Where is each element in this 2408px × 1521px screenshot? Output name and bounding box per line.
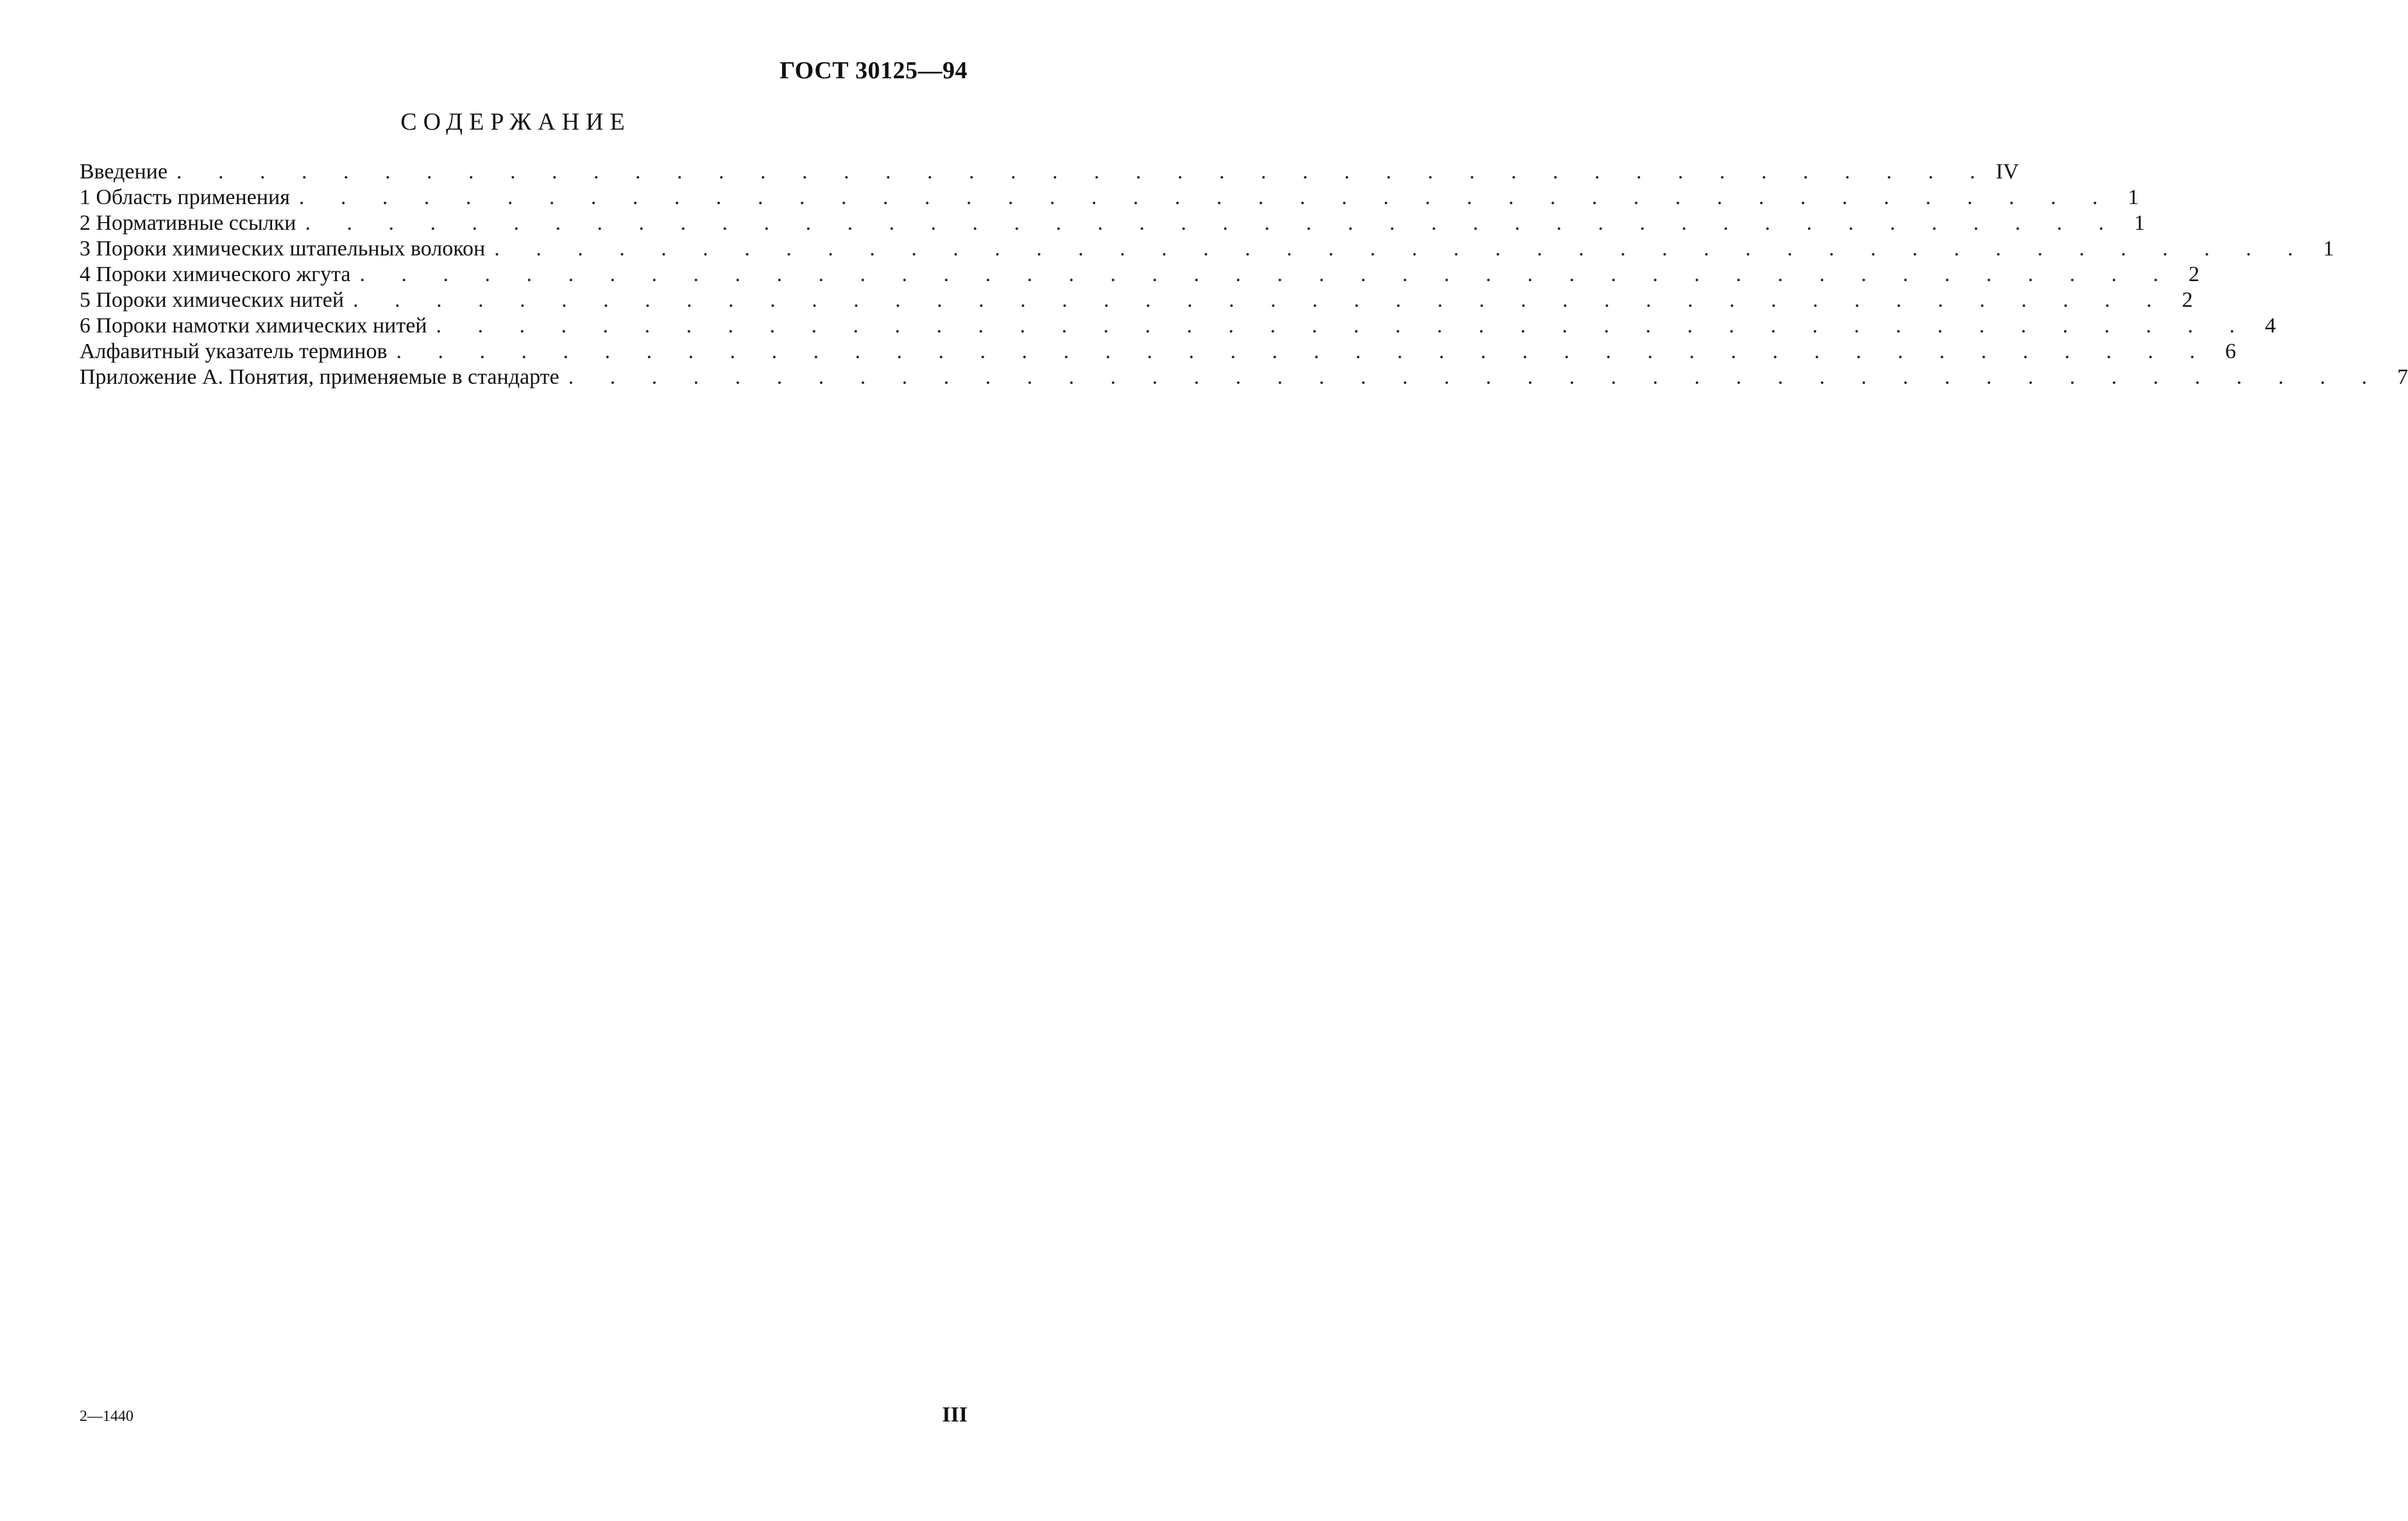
toc-entry-label: 3 Пороки химических штапельных волокон xyxy=(80,237,486,261)
toc-leader-dots: . . . . . . . . . . . . . . . . . . . . . . . . . . . . . . . . . . . . . . . . . . . . xyxy=(494,237,2309,261)
toc-entry-page: 1 xyxy=(2133,211,2145,235)
toc-entry-page: 2 xyxy=(2182,288,2193,312)
toc-leader-dots: . . . . . . . . . . . . . . . . . . . . . . . . . . . . . . . . . . . . . . . . . . . . xyxy=(176,160,1991,184)
toc-leader-dots: . . . . . . . . . . . . . . . . . . . . . . . . . . . . . . . . . . . . . . . . . . . . xyxy=(568,365,2383,389)
toc-entry-introduction xyxy=(80,159,2019,185)
toc-entry-yarn-defects xyxy=(80,288,2193,313)
toc-entry-page: IV xyxy=(1995,160,2019,184)
toc-entry-appendix-a xyxy=(80,365,2408,390)
page-number: III xyxy=(942,1403,968,1427)
toc-entry-normative-references xyxy=(80,211,2145,236)
toc-entry-label: 2 Нормативные ссылки xyxy=(80,211,296,235)
toc-leader-dots: . . . . . . . . . . . . . . . . . . . . . . . . . . . . . . . . . . . . . . . . . . . . xyxy=(305,211,2119,235)
toc-entry-label: 1 Область применения xyxy=(80,185,290,209)
toc-title: СОДЕРЖАНИЕ xyxy=(400,108,631,135)
toc-entry-staple-fiber-defects xyxy=(80,236,2334,262)
toc-entry-winding-defects xyxy=(80,313,2276,339)
toc-entry-label: Алфавитный указатель терминов xyxy=(80,339,388,363)
toc-entry-page: 6 xyxy=(2225,339,2237,363)
sheet-code: 2—1440 xyxy=(80,1408,133,1425)
toc-entry-page: 1 xyxy=(2128,185,2139,209)
toc-entry-label: 5 Пороки химических нитей xyxy=(80,288,345,312)
document-code: ГОСТ 30125—94 xyxy=(779,57,968,84)
toc-leader-dots: . . . . . . . . . . . . . . . . . . . . . . . . . . . . . . . . . . . . . . . . . . . . xyxy=(359,262,2174,286)
table-of-contents xyxy=(80,159,2408,390)
toc-entry-page: 1 xyxy=(2323,237,2334,261)
toc-entry-page: 2 xyxy=(2189,262,2199,286)
toc-entry-alphabetical-index xyxy=(80,339,2237,365)
toc-entry-label: Введение xyxy=(80,160,168,184)
toc-entry-page: 7 xyxy=(2397,365,2408,389)
toc-leader-dots: . . . . . . . . . . . . . . . . . . . . . . . . . . . . . . . . . . . . . . . . . . . . xyxy=(298,185,2113,209)
toc-entry-tow-defects xyxy=(80,262,2199,288)
toc-entry-page: 4 xyxy=(2264,314,2276,338)
toc-leader-dots: . . . . . . . . . . . . . . . . . . . . . . . . . . . . . . . . . . . . . . . . . . . . xyxy=(436,314,2250,338)
toc-entry-label: 4 Пороки химического жгута xyxy=(80,262,351,286)
toc-leader-dots: . . . . . . . . . . . . . . . . . . . . . . . . . . . . . . . . . . . . . . . . . . . . xyxy=(353,288,2167,312)
toc-entry-label: 6 Пороки намотки химических нитей xyxy=(80,314,427,338)
toc-leader-dots: . . . . . . . . . . . . . . . . . . . . . . . . . . . . . . . . . . . . . . . . . . . . xyxy=(396,339,2211,363)
toc-entry-label: Приложение А. Понятия, применяемые в стандарте xyxy=(80,365,559,389)
toc-entry-scope xyxy=(80,185,2139,211)
